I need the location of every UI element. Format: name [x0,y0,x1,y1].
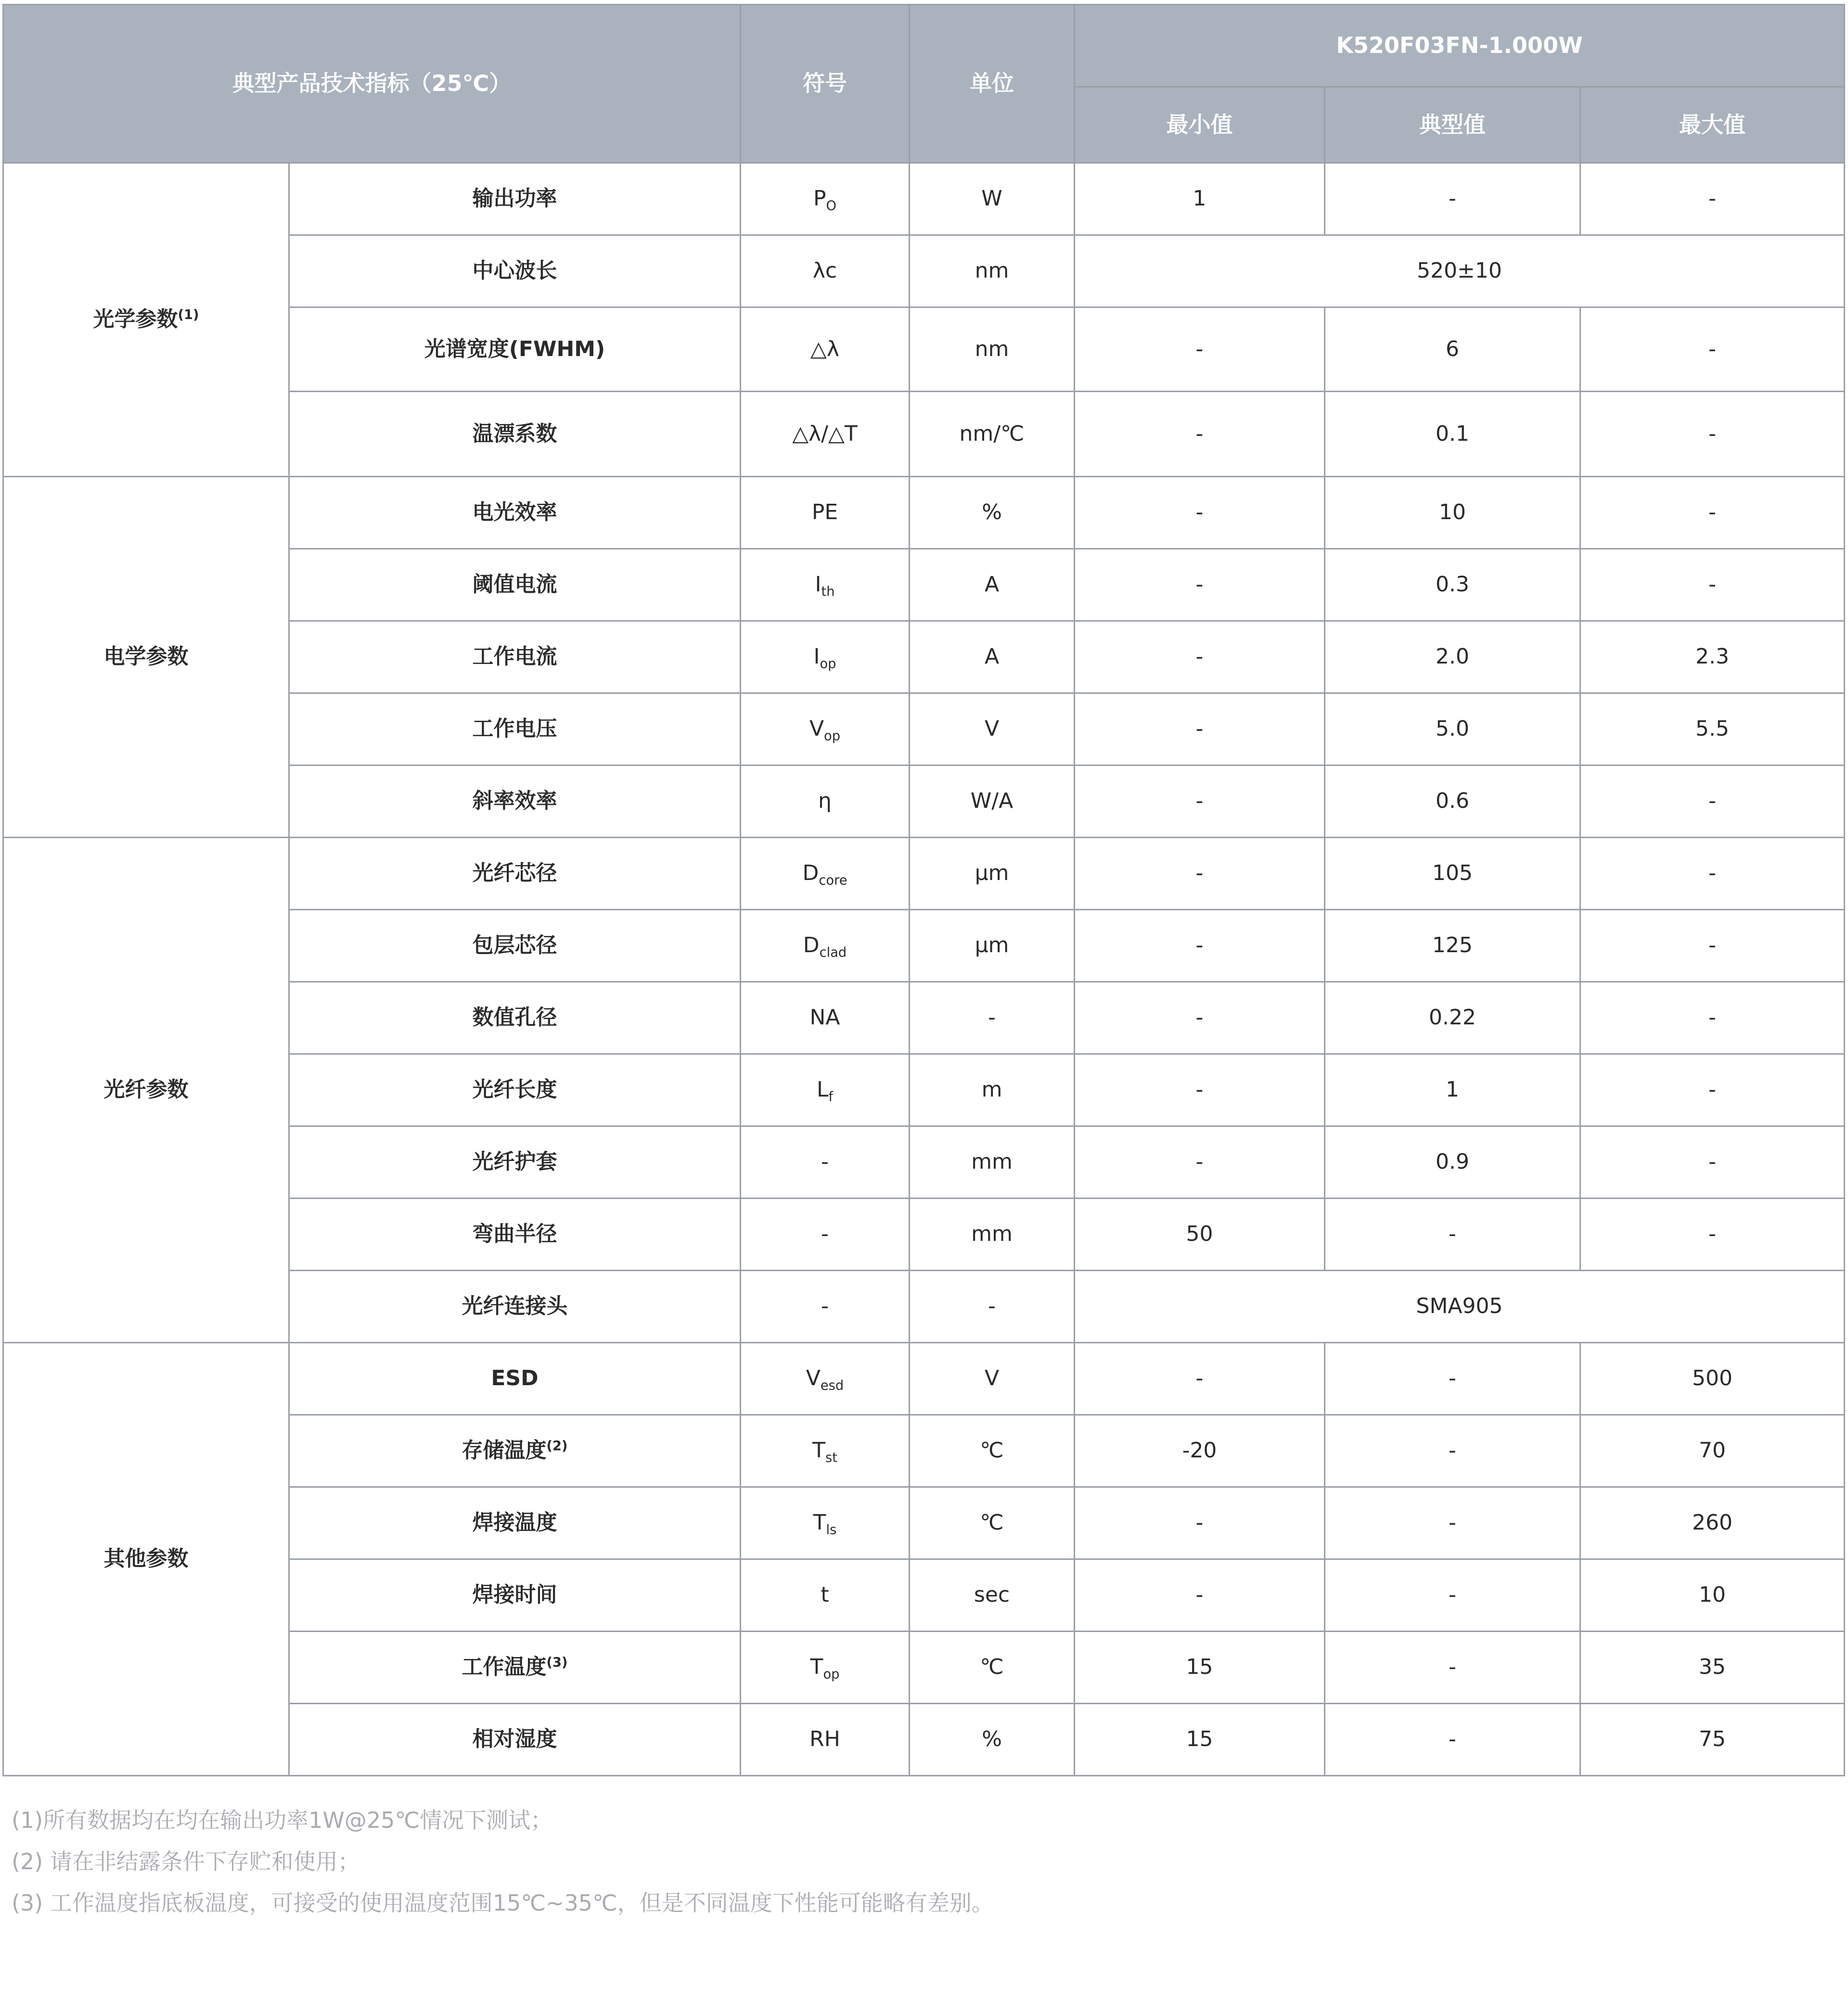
param-typ: 5.0 [1325,693,1580,765]
param-max: 5.5 [1580,693,1845,765]
footnote-2: (2) 请在非结露条件下存贮和使用； [12,1849,360,1875]
param-max: - [1580,163,1845,235]
footnote-3: (3) 工作温度指底板温度，可接受的使用温度范围15℃~35℃，但是不同温度下性能可能略有差别。 [12,1890,994,1916]
footnote-1: (1)所有数据均在均在输出功率1W@25℃情况下测试； [12,1807,553,1833]
param-symbol: $T_{ls}$ [741,1487,910,1559]
param-symbol: $V_{op}$ [741,693,910,765]
param-unit: nm [910,307,1075,392]
param-min: - [1075,392,1325,477]
param-typ: - [1325,1559,1580,1632]
param-unit: V [910,1343,1075,1415]
param-unit: μm [910,910,1075,982]
param-symbol: - [741,1271,910,1343]
param-max: 500 [1580,1343,1845,1415]
param-max: 70 [1580,1415,1845,1487]
group-label-other: 其他参数 [3,1343,289,1776]
param-max: - [1580,1199,1845,1271]
param-name: 工作电流 [289,621,741,693]
param-min: 15 [1075,1632,1325,1704]
param-unit: nm/℃ [910,392,1075,477]
param-typ: 10 [1325,477,1580,549]
param-unit: - [910,1271,1075,1343]
param-typ: 0.22 [1325,982,1580,1054]
param-max: - [1580,392,1845,477]
param-name: 电光效率 [289,477,741,549]
param-symbol: $T_{st}$ [741,1415,910,1487]
param-unit: ℃ [910,1415,1075,1487]
table-row [3,838,1845,910]
param-name: 焊接温度 [289,1487,741,1559]
param-unit: % [910,477,1075,549]
table-row [3,477,1845,549]
param-max: - [1580,982,1845,1054]
param-symbol: $D_{clad}$ [741,910,910,982]
param-typ: 0.3 [1325,549,1580,621]
spec-table [2,4,1845,1776]
param-merged-value: 520±10 [1075,235,1845,307]
param-symbol: △λ/△T [741,392,910,477]
param-min: -20 [1075,1415,1325,1487]
param-max: - [1580,477,1845,549]
param-max: - [1580,910,1845,982]
param-max: - [1580,1126,1845,1199]
param-typ: 0.9 [1325,1126,1580,1199]
param-max: 10 [1580,1559,1845,1632]
param-min: - [1075,621,1325,693]
param-name: ESD [289,1343,741,1415]
param-min: - [1075,1126,1325,1199]
param-name: 弯曲半径 [289,1199,741,1271]
param-name: 存储温度$^{(2)}$ [289,1415,741,1487]
param-typ: - [1325,1199,1580,1271]
param-unit: % [910,1704,1075,1776]
param-unit: m [910,1054,1075,1126]
param-max: - [1580,765,1845,838]
param-name: 输出功率 [289,163,741,235]
param-name: 数值孔径 [289,982,741,1054]
group-label-electrical: 电学参数 [3,477,289,838]
param-typ: 105 [1325,838,1580,910]
param-min: - [1075,1559,1325,1632]
param-typ: - [1325,1487,1580,1559]
table-row [3,1343,1845,1415]
param-symbol: - [741,1126,910,1199]
param-unit: ℃ [910,1487,1075,1559]
param-unit: mm [910,1126,1075,1199]
param-symbol: η [741,765,910,838]
param-symbol: NA [741,982,910,1054]
table-row [3,163,1845,235]
param-typ: - [1325,1343,1580,1415]
param-min: - [1075,910,1325,982]
param-name: 斜率效率 [289,765,741,838]
param-symbol: $D_{core}$ [741,838,910,910]
param-min: - [1075,1343,1325,1415]
param-name: 温漂系数 [289,392,741,477]
header-min: 最小值 [1075,87,1325,163]
param-symbol: RH [741,1704,910,1776]
header-model: K520F03FN-1.000W [1075,5,1845,87]
param-name: 光纤芯径 [289,838,741,910]
param-typ: 2.0 [1325,621,1580,693]
param-max: - [1580,1054,1845,1126]
param-unit: μm [910,838,1075,910]
param-name: 光纤连接头 [289,1271,741,1343]
param-name: 光纤长度 [289,1054,741,1126]
param-typ: - [1325,1632,1580,1704]
param-max: - [1580,307,1845,392]
param-unit: sec [910,1559,1075,1632]
param-name: 光谱宽度(FWHM) [289,307,741,392]
param-min: - [1075,1054,1325,1126]
header-max: 最大值 [1580,87,1845,163]
param-min: - [1075,1487,1325,1559]
param-symbol: t [741,1559,910,1632]
param-name: 工作电压 [289,693,741,765]
param-typ: - [1325,163,1580,235]
param-symbol: $I_{op}$ [741,621,910,693]
param-name: 光纤护套 [289,1126,741,1199]
header-typ: 典型值 [1325,87,1580,163]
param-min: 15 [1075,1704,1325,1776]
param-max: 2.3 [1580,621,1845,693]
param-unit: W/A [910,765,1075,838]
param-max: 75 [1580,1704,1845,1776]
param-min: - [1075,982,1325,1054]
param-min: - [1075,838,1325,910]
param-max: 260 [1580,1487,1845,1559]
param-name: 阈值电流 [289,549,741,621]
param-min: 1 [1075,163,1325,235]
param-symbol: $T_{op}$ [741,1632,910,1704]
param-symbol: $L_f$ [741,1054,910,1126]
group-label-fiber: 光纤参数 [3,838,289,1343]
header-title: 典型产品技术指标（25℃） [3,5,741,163]
param-unit: mm [910,1199,1075,1271]
param-typ: 125 [1325,910,1580,982]
param-unit: A [910,549,1075,621]
param-typ: 6 [1325,307,1580,392]
param-unit: nm [910,235,1075,307]
header-unit: 单位 [910,5,1075,163]
param-typ: - [1325,1415,1580,1487]
param-max: - [1580,549,1845,621]
param-min: - [1075,765,1325,838]
param-symbol: - [741,1199,910,1271]
param-max: 35 [1580,1632,1845,1704]
footnotes [12,1799,994,1924]
param-unit: ℃ [910,1632,1075,1704]
param-symbol: $V_{esd}$ [741,1343,910,1415]
param-min: 50 [1075,1199,1325,1271]
param-unit: V [910,693,1075,765]
param-typ: - [1325,1704,1580,1776]
param-min: - [1075,477,1325,549]
param-unit: - [910,982,1075,1054]
header-symbol: 符号 [741,5,910,163]
param-symbol: △λ [741,307,910,392]
param-min: - [1075,307,1325,392]
param-name: 相对湿度 [289,1704,741,1776]
param-symbol: λc [741,235,910,307]
group-label-optical: 光学参数$^{(1)}$ [3,163,289,477]
param-symbol: $I_{th}$ [741,549,910,621]
param-typ: 0.1 [1325,392,1580,477]
param-min: - [1075,549,1325,621]
param-typ: 1 [1325,1054,1580,1126]
param-unit: W [910,163,1075,235]
param-symbol: PE [741,477,910,549]
param-name: 工作温度$^{(3)}$ [289,1632,741,1704]
param-unit: A [910,621,1075,693]
param-name: 焊接时间 [289,1559,741,1632]
param-min: - [1075,693,1325,765]
param-typ: 0.6 [1325,765,1580,838]
param-merged-value: SMA905 [1075,1271,1845,1343]
param-symbol: $P_O$ [741,163,910,235]
param-max: - [1580,838,1845,910]
param-name: 包层芯径 [289,910,741,982]
param-name: 中心波长 [289,235,741,307]
